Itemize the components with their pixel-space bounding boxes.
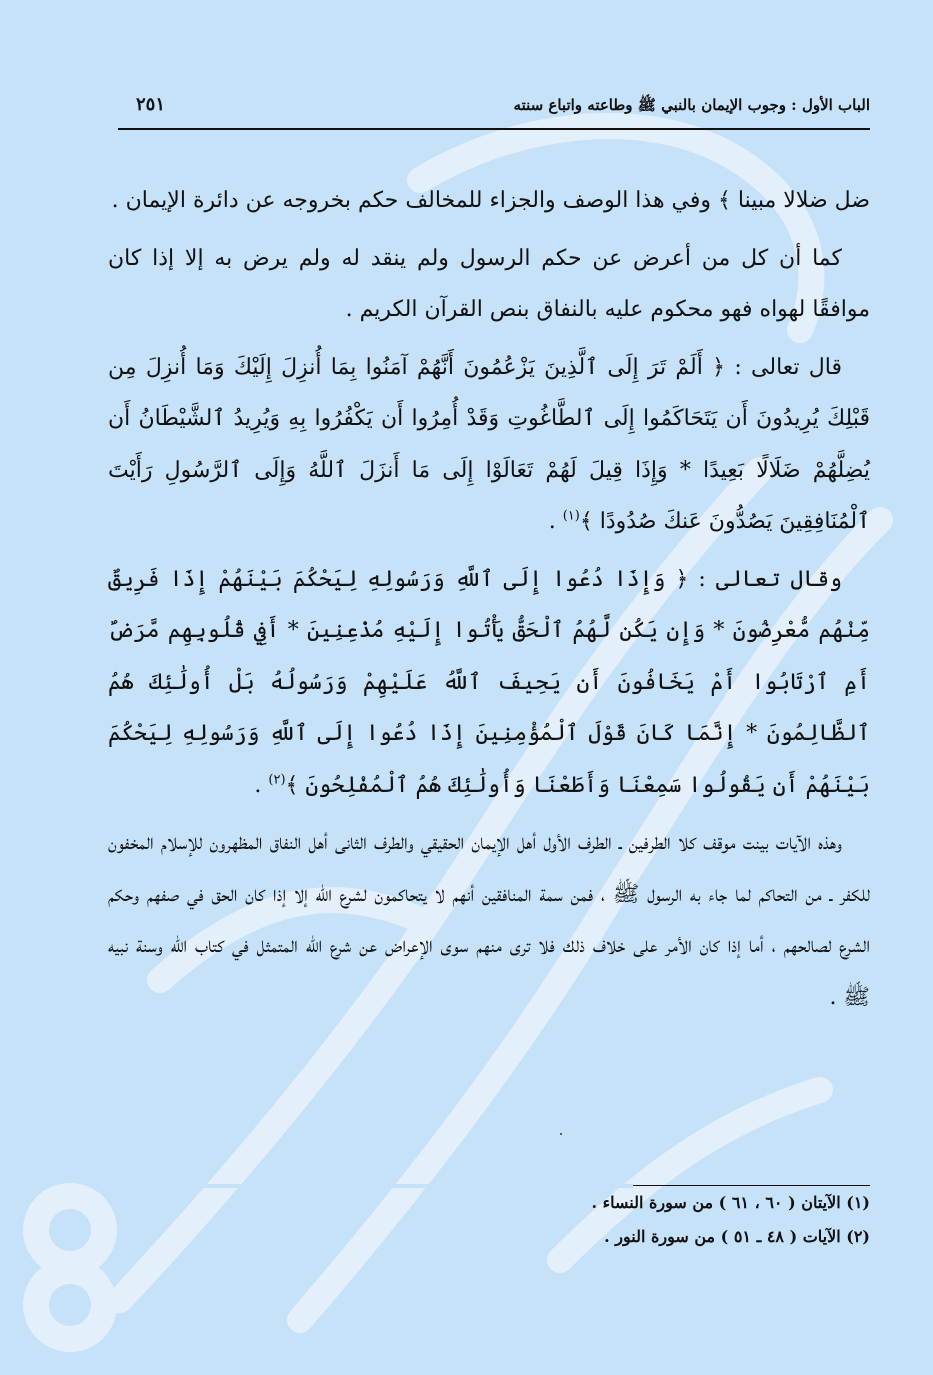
page-header <box>118 92 870 130</box>
footnote-1: (١) الآيتان ( ٦٠ ، ٦١ ) من سورة النساء . <box>591 1193 870 1212</box>
footnote-rule-mask <box>108 1184 633 1188</box>
verse-end-1: . <box>548 509 563 534</box>
quran-verse-2: ﴿ وَإِذَا دُعُوا إِلَى ٱللَّهِ وَرَسُولِهِ لِيَحْكُمَ بَيْنَهُمْ إِذَا فَرِيقٌ مِّنْهُم مُّعْرِضُونَ * وَإِن يَكُن لَّهُمُ ٱلْحَقُّ يَأْتُوا إِلَيْهِ مُذْعِنِينَ * أَفِي قُلُوبِهِم مَّرَضٌ أَمِ ٱرْتَابُوا أَمْ يَخَافُونَ أَن يَحِيفَ ٱللَّهُ عَلَيْهِمْ وَرَسُولُهُ بَلْ أُولَٰئِكَ هُمُ ٱلظَّالِمُونَ * إِنَّمَا كَانَ قَوْلَ ٱلْمُؤْمِنِينَ إِذَا دُعُوا إِلَى ٱللَّهِ وَرَسُولِهِ لِيَحْكُمَ بَيْنَهُمْ أَن يَقُولُوا سَمِعْنَا وَأَطَعْنَا وَأُولَٰئِكَ هُمُ ٱلْمُفْلِحُونَ ﴾ <box>108 566 870 798</box>
page-number: ٢٥١ <box>136 94 166 115</box>
main-text <box>108 175 870 1029</box>
paragraph-2: كما أن كل من أعرض عن حكم الرسول ولم ينقد له ولم يرض به إلا إذا كان موافقًا لهواه فهو محكوم عليه بالنفاق بنص القرآن الكريم . <box>108 245 870 322</box>
stray-dot <box>560 1133 562 1135</box>
verse-intro-1: قال تعالى : <box>725 354 842 380</box>
paragraph-3 <box>108 342 870 548</box>
footnote-2: (٢) الآيات ( ٤٨ ـ ٥١ ) من سورة النور . <box>604 1227 870 1246</box>
quran-verse-1: ﴿ أَلَمْ تَرَ إِلَى ٱلَّذِينَ يَزْعُمُونَ أَنَّهُمْ آمَنُوا بِمَا أُنزِلَ إِلَيْكَ وَمَا أُنزِلَ مِن قَبْلِكَ يُرِيدُونَ أَن يَتَحَاكَمُوا إِلَى ٱلطَّاغُوتِ وَقَدْ أُمِرُوا أَن يَكْفُرُوا بِهِ وَيُرِيدُ ٱلشَّيْطَانُ أَن يُضِلَّهُمْ ضَلَالًا بَعِيدًا * وَإِذَا قِيلَ لَهُمْ تَعَالَوْا إِلَى مَا أَنزَلَ ٱللَّهُ وَإِلَى ٱلرَّسُولِ رَأَيْتَ ٱلْمُنَافِقِينَ يَصُدُّونَ عَنكَ صُدُودًا ﴾ <box>108 354 870 534</box>
verse-end-2: . <box>254 772 269 798</box>
paragraph-1: ضل ضلالا مبينا ﴾ وفي هذا الوصف والجزاء للمخالف حكم بخروجه عن دائرة الإيمان . <box>111 188 870 213</box>
paragraph-4 <box>108 554 870 812</box>
paragraph-5: وهذه الآيات بينت موقف كلا الطرفين ـ الطرف الأول أهل الإيمان الحقيقي والطرف الثانى أهل النفاق المظهرون للإسلام المخفون للكفر ـ من التحاكم لما جاء به الرسول ﷺ ، فمن سمة المنافقين أنهم لا يتحاكمون لشرع اللّه إلا إذا كان الحق في صفهم وحكم الشرع لصالحهم ، أما إذا كان الأمر على خلاف ذلك فلا ترى منهم سوى الإعراض عن شرع اللّه المتمثل في كتاب اللّه وسنة نبيه ﷺ . <box>108 830 870 1010</box>
footnote-ref-1: (١) <box>562 508 580 524</box>
running-title: الباب الأول : وجوب الإيمان بالنبي ﷺ وطاعته واتباع سنته <box>513 96 870 114</box>
footnote-ref-2: (٢) <box>268 772 286 788</box>
verse-intro-2: وقال تعالى : <box>688 566 842 592</box>
footnotes <box>108 1185 870 1254</box>
